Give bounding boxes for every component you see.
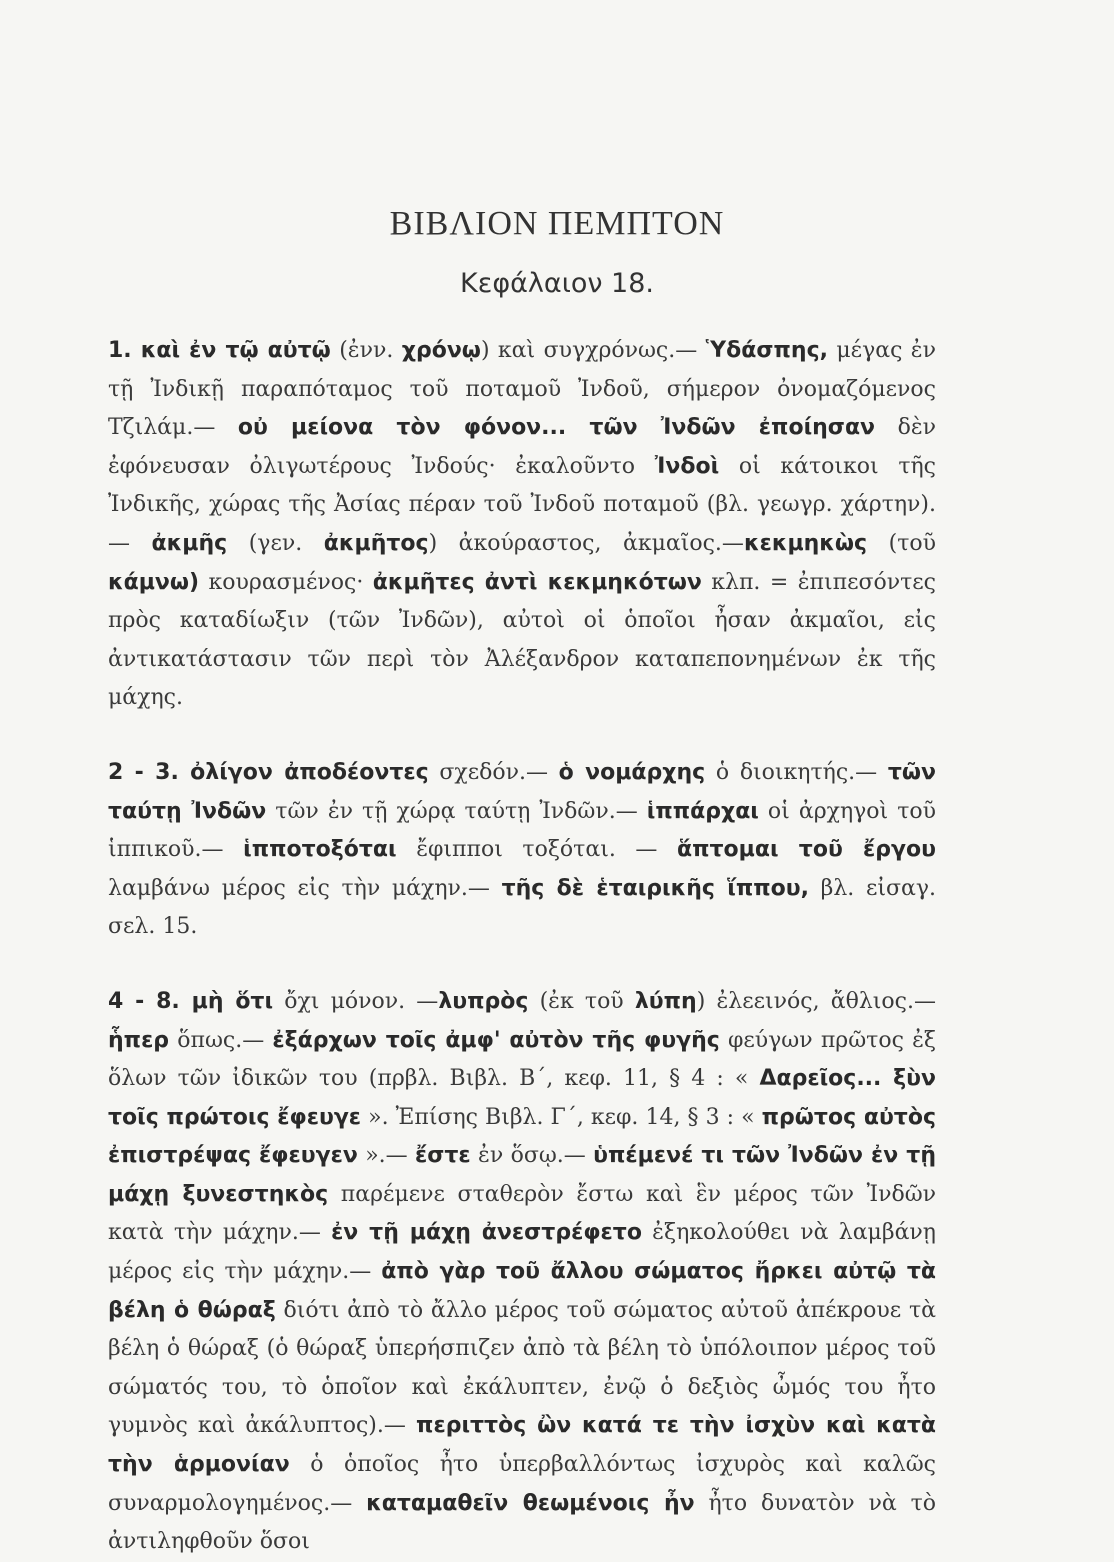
lemma-term: κάμνω) xyxy=(108,569,200,595)
gloss-text: ) ἀκούραστος, ἀκμαῖος.— xyxy=(428,530,744,556)
gloss-text: τῶν ἐν τῇ χώρᾳ ταύτῃ Ἰνδῶν.— xyxy=(266,798,647,824)
lemma-term: ἐξάρχων τοῖς ἀμφ' αὐτὸν τῆς φυγῆς xyxy=(272,1027,720,1053)
gloss-text: ) ἐλεεινός, ἄθλιος.— xyxy=(696,988,936,1014)
lemma-term: οὐ μείονα τὸν φόνον... τῶν Ἰνδῶν ἐποίησαν xyxy=(237,415,876,441)
gloss-text: οἱ κάτοικοι τῆς Ἰνδικῆς, χώρας τῆς Ἀσίας πέραν τοῦ Ἰνδοῦ ποταμοῦ (βλ. γεωγρ. χάρτην).— xyxy=(108,453,937,556)
lemma-term: ἱπποτοξόται xyxy=(243,837,397,863)
gloss-text: (ἐκ τοῦ xyxy=(528,988,635,1014)
lemma-term: ἀκμῆτος xyxy=(323,530,429,556)
gloss-text: ὄχι μόνον. — xyxy=(273,988,439,1014)
lemma-term: λύπη xyxy=(634,988,697,1014)
gloss-text: (τοῦ xyxy=(867,530,937,556)
lemma-term: Ὑδάσπης, xyxy=(705,338,828,363)
gloss-text: φεύγων πρῶτος ἐξ ὅλων τῶν ἰδικῶν του (πρβλ. Βιβλ. Β΄, κεφ. 11, § 4 : « xyxy=(108,1027,937,1092)
lemma-term: τῆς δὲ ἑταιρικῆς ἵππου, xyxy=(501,875,809,901)
lemma-term: ὑπέμενέ τι τῶν Ἰνδῶν ἐν τῇ μάχῃ ξυνεστηκὸς xyxy=(108,1143,937,1207)
gloss-text: παρέμενε σταθερὸν ἔστω καὶ ἓν μέρος τῶν Ἰνδῶν κατὰ τὴν μάχην.— xyxy=(108,1181,937,1246)
lemma-term: ἧπερ xyxy=(108,1027,170,1053)
lemma-term: ἅπτομαι τοῦ ἔργου xyxy=(677,837,937,863)
gloss-text: κουρασμένος· xyxy=(199,569,373,595)
paragraph-1 xyxy=(108,332,936,718)
lemma-term: ἀπὸ γὰρ τοῦ ἄλλου σώματος ἤρκει αὐτῷ τὰ βέλη ὁ θώραξ xyxy=(108,1259,936,1323)
gloss-text: (γεν. xyxy=(227,530,324,556)
book-title: ΒΙΒΛΙΟΝ ΠΕΜΠΤΟΝ xyxy=(389,205,725,242)
gloss-text: κλπ. = ἐπιπεσόντες πρὸς καταδίωξιν (τῶν Ἰνδῶν), αὐτοὶ οἱ ὁποῖοι ἦσαν ἀκμαῖοι, εἰς ἀντικατάστασιν τῶν περὶ τὸν Ἀλέξανδρον καταπεπονημένων ἐκ τῆς μάχης. xyxy=(108,569,936,711)
lemma-term: κεκμηκὼς xyxy=(743,530,868,556)
lemma-term: πρῶτος αὐτὸς ἐπιστρέψας ἔφευγεν xyxy=(108,1104,936,1169)
chapter-heading: Κεφάλαιον 18. xyxy=(460,268,654,299)
lemma-term: ἀκμῆς xyxy=(151,530,228,556)
gloss-text: ἦτο δυνατὸν νὰ τὸ ἀντιληφθοῦν ὅσοι xyxy=(108,1490,936,1555)
commentary-body xyxy=(108,332,936,1562)
gloss-text: ὁ ὁποῖος ἦτο ὑπερβαλλόντως ἰσχυρὸς καὶ καλῶς συναρμολογημένος.— xyxy=(108,1452,936,1516)
gloss-text: διότι ἀπὸ τὸ ἄλλο μέρος τοῦ σώματος αὐτοῦ ἀπέκρουε τὰ βέλη ὁ θώραξ (ὁ θώραξ ὑπερήσπιζεν ἀπὸ τὰ βέλη τὸ ὑπόλοιπον μέρος τοῦ σώματός του, τὸ ὁποῖον καὶ ἐκάλυπτεν, ἐνῷ ὁ δεξιὸς ὦμός του ἦτο γυμνὸς καὶ ἀκάλυπτος).— xyxy=(108,1297,937,1439)
lemma-term: 1. καὶ ἐν τῷ αὐτῷ xyxy=(108,338,331,363)
lemma-term: 2 - 3. ὀλίγον ἀποδέοντες xyxy=(108,759,429,785)
lemma-term: 4 - 8. μὴ ὅτι xyxy=(108,988,274,1014)
lemma-term: ἔστε xyxy=(415,1143,471,1169)
gloss-text: μέγας ἐν τῇ Ἰνδικῇ παραπόταμος τοῦ ποταμοῦ Ἰνδοῦ, σήμερον ὀνομαζόμενος Τζιλάμ.— xyxy=(108,338,936,441)
lemma-term: περιττὸς ὢν κατά τε τὴν ἰσχὺν καὶ κατὰ τὴν ἁρμονίαν xyxy=(108,1413,936,1478)
lemma-term: λυπρὸς xyxy=(438,988,529,1014)
gloss-text: ἐν ὅσῳ.— xyxy=(470,1143,594,1169)
gloss-text: ὅπως.— xyxy=(169,1027,273,1053)
gloss-text: δὲν ἐφόνευσαν ὀλιγωτέρους Ἰνδούς· ἐκαλοῦντο xyxy=(108,415,936,479)
lemma-term: τῶν ταύτῃ Ἰνδῶν xyxy=(108,759,937,824)
lemma-term: ὁ νομάρχης xyxy=(558,759,706,785)
gloss-text: οἱ ἀρχηγοὶ τοῦ ἱππικοῦ.— xyxy=(108,798,936,863)
lemma-term: ἀκμῆτες ἀντὶ κεκμηκότων xyxy=(372,569,702,595)
gloss-text: ὁ διοικητής.— xyxy=(705,759,888,785)
paragraph-3 xyxy=(108,983,936,1562)
gloss-text: βλ. εἰσαγ. σελ. 15. xyxy=(108,875,936,940)
lemma-term: Ἰνδοὶ xyxy=(654,453,720,479)
paragraph-2 xyxy=(108,754,936,947)
lemma-term: Δαρεῖος... ξὺν τοῖς πρώτοις ἔφευγε xyxy=(108,1066,937,1130)
gloss-text: ) καὶ συγχρόνως.— xyxy=(480,338,706,363)
gloss-text: ἐξηκολούθει νὰ λαμβάνῃ μέρος εἰς τὴν μάχην.— xyxy=(108,1220,936,1285)
lemma-term: χρόνῳ xyxy=(401,338,481,363)
gloss-text: λαμβάνω μέρος εἰς τὴν μάχην.— xyxy=(108,875,502,901)
gloss-text: (ἐνν. xyxy=(330,338,402,363)
gloss-text: σχεδόν.— xyxy=(428,759,559,785)
lemma-term: ἐν τῇ μάχῃ ἀνεστρέφετο xyxy=(331,1220,642,1246)
gloss-text: ». Ἐπίσης Βιβλ. Γ΄, κεφ. 14, § 3 : « xyxy=(361,1104,762,1130)
lemma-term: ἱππάρχαι xyxy=(646,798,759,824)
gloss-text: ».— xyxy=(357,1143,416,1169)
gloss-text: ἔφιπποι τοξόται. — xyxy=(396,837,677,863)
lemma-term: καταμαθεῖν θεωμένοις ἦν xyxy=(366,1490,695,1516)
